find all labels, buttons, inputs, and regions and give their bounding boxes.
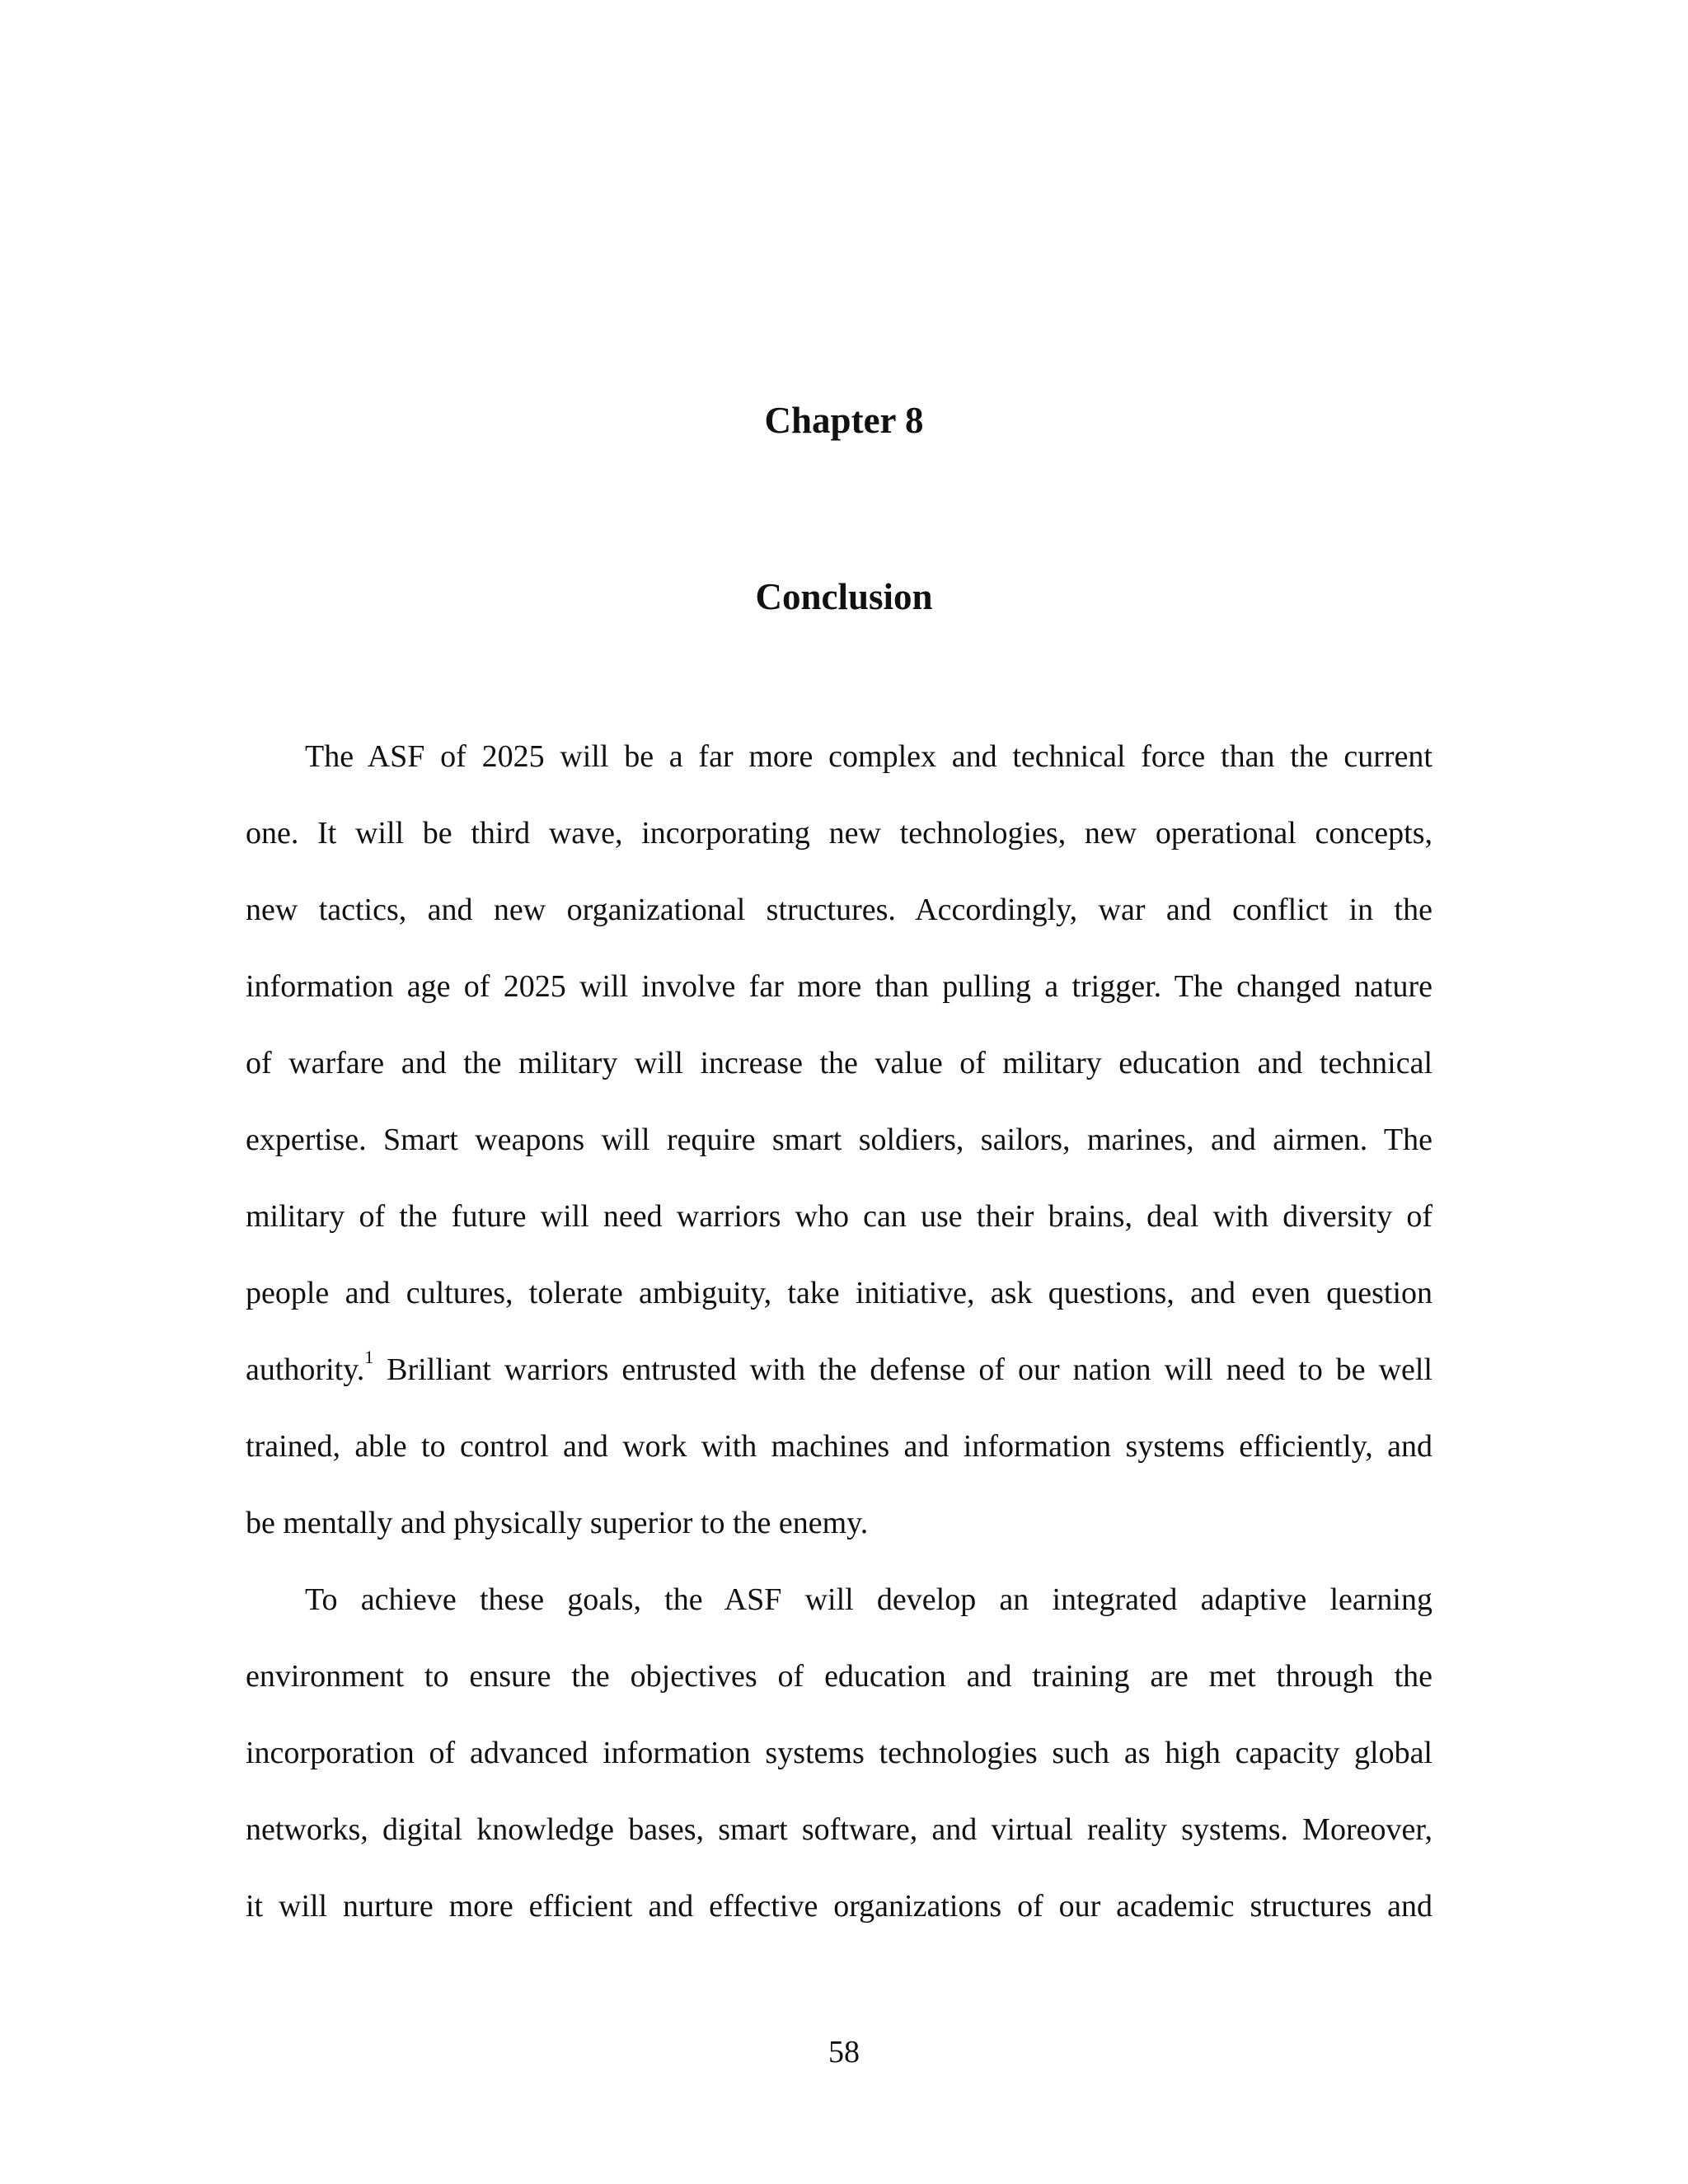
text-line: expertise. Smart weapons will require smart soldiers, sailors, marines, and airmen. The — [246, 1122, 1432, 1157]
footnote-reference[interactable]: 1 — [364, 1347, 374, 1367]
text-line: one. It will be third wave, incorporating new technologies, new operational concepts, — [246, 816, 1432, 851]
text-line: incorporation of advanced information systems technologies such as high capacity global — [246, 1736, 1432, 1770]
text-line: trained, able to control and work with machines and information systems efficiently, and — [246, 1429, 1432, 1464]
text-line: To achieve these goals, the ASF will develop an integrated adaptive learning — [305, 1582, 1432, 1617]
text-segment: authority. — [246, 1352, 365, 1387]
text-line-with-footnote — [246, 1347, 1432, 1423]
text-line: networks, digital knowledge bases, smart software, and virtual reality systems. Moreover, — [246, 1812, 1432, 1847]
text-line: of warfare and the military will increase the value of military education and technical — [246, 1046, 1432, 1080]
paragraph-2 — [246, 1577, 1432, 1960]
text-line: people and cultures, tolerate ambiguity, take initiative, ask questions, and even question — [246, 1276, 1432, 1310]
paragraph-1 — [246, 733, 1432, 1577]
text-line: it will nurture more efficient and effective organizations of our academic structures and — [246, 1889, 1432, 1924]
text-line: The ASF of 2025 will be a far more complex and technical force than the current — [305, 739, 1432, 774]
text-line: be mentally and physically superior to the enemy. — [246, 1506, 869, 1540]
page-number: 58 — [828, 2035, 860, 2069]
chapter-number: Chapter 8 — [764, 400, 924, 441]
text-line: military of the future will need warriors who can use their brains, deal with diversity of — [246, 1199, 1432, 1234]
text-segment: Brilliant warriors entrusted with the defense of our nation will need to be well — [373, 1352, 1432, 1387]
text-line: information age of 2025 will involve far more than pulling a trigger. The changed nature — [246, 969, 1432, 1004]
text-line: new tactics, and new organizational structures. Accordingly, war and conflict in the — [246, 893, 1432, 927]
text-line: environment to ensure the objectives of education and training are met through the — [246, 1659, 1432, 1694]
chapter-title: Conclusion — [755, 576, 933, 617]
body-text — [246, 733, 1432, 1960]
